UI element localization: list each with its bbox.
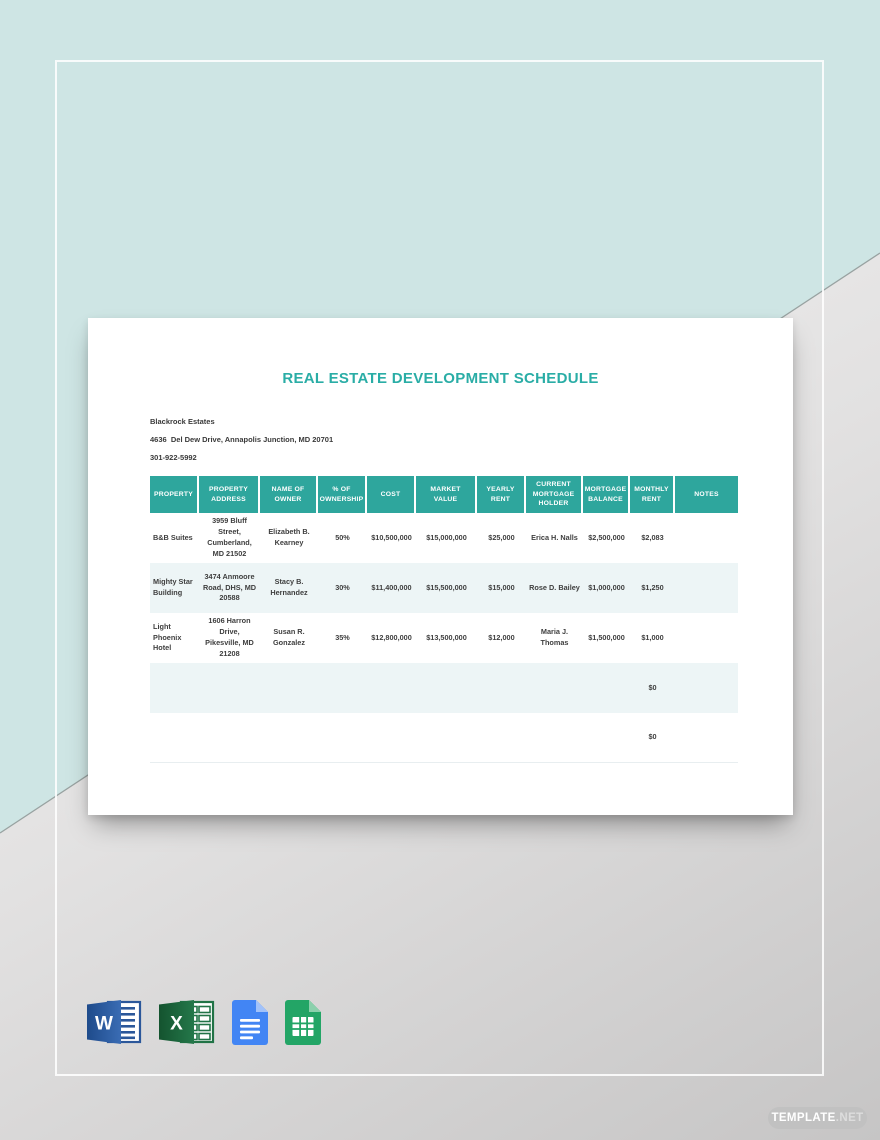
table-body	[150, 513, 738, 763]
table-cell: Rose D. Bailey	[529, 582, 580, 592]
table-header-row	[150, 476, 738, 513]
table-cell	[199, 663, 260, 713]
table-cell: $11,400,000	[371, 582, 412, 592]
document-title: REAL ESTATE DEVELOPMENT SCHEDULE	[282, 370, 599, 387]
table-cell	[199, 713, 260, 762]
microsoft-excel-icon[interactable]	[159, 999, 216, 1050]
table-cell: 30%	[335, 582, 350, 592]
table-cell: $1,000	[641, 632, 664, 642]
table-cell: $1,000,000	[588, 582, 625, 592]
format-icons	[87, 999, 322, 1050]
column-header: CURRENT MORTGAGE HOLDER	[526, 476, 583, 513]
templatenet-badge	[768, 1107, 867, 1129]
table-cell: $1,500,000	[588, 632, 625, 642]
table-row	[150, 713, 738, 763]
table-cell: $15,000,000	[426, 532, 467, 542]
brand-tld: .NET	[835, 1112, 864, 1124]
column-header: COST	[367, 476, 416, 513]
table-cell	[526, 713, 583, 762]
table-cell	[526, 663, 583, 713]
google-sheets-icon[interactable]	[284, 1000, 322, 1050]
table-cell	[150, 713, 199, 762]
table-cell	[367, 663, 416, 713]
table-cell: Stacy B. Hernandez	[270, 577, 308, 597]
column-header: MONTHLY RENT	[630, 476, 675, 513]
schedule-table	[150, 476, 738, 763]
table-cell	[675, 663, 738, 713]
table-cell: $2,500,000	[588, 532, 625, 542]
company-name: Blackrock Estates	[150, 417, 215, 426]
table-cell: $0	[648, 732, 657, 742]
table-cell: Mighty Star Building	[153, 577, 193, 597]
table-cell: Susan R. Gonzalez	[272, 627, 306, 647]
table-row	[150, 513, 738, 563]
column-header: PROPERTY ADDRESS	[199, 476, 260, 513]
column-header: % OF OWNERSHIP	[318, 476, 367, 513]
table-row	[150, 663, 738, 713]
table-cell	[260, 713, 318, 762]
table-cell	[583, 713, 630, 762]
table-cell: $0	[648, 682, 657, 692]
table-cell: 3474 Anmoore Road, DHS, MD 20588	[202, 571, 257, 603]
google-docs-icon[interactable]	[232, 1000, 268, 1050]
column-header: PROPERTY	[150, 476, 199, 513]
table-cell	[675, 613, 738, 663]
table-cell	[318, 663, 367, 713]
table-row	[150, 563, 738, 613]
table-cell	[150, 663, 199, 713]
table-cell: 1606 Harron Drive, Pikesville, MD 21208	[205, 616, 254, 658]
column-header: MORTGAGE BALANCE	[583, 476, 630, 513]
table-cell: 50%	[335, 532, 350, 542]
table-cell	[416, 713, 477, 762]
table-cell: $2,083	[641, 532, 664, 542]
table-cell	[477, 663, 526, 713]
table-cell: B&B Suites	[153, 532, 193, 542]
table-cell	[260, 663, 318, 713]
table-cell: $25,000	[488, 532, 515, 542]
svg-text:W: W	[95, 1013, 113, 1035]
table-cell: $15,000	[488, 582, 515, 592]
table-cell	[477, 713, 526, 762]
table-cell	[675, 513, 738, 563]
table-cell: $15,500,000	[426, 582, 467, 592]
company-address: 4636 Del Dew Drive, Annapolis Junction, MD 20701	[150, 434, 334, 444]
table-cell: Erica H. Nalls	[531, 532, 578, 542]
table-cell: $1,250	[641, 582, 664, 592]
table-cell	[583, 663, 630, 713]
table-cell: $12,000	[488, 632, 515, 642]
microsoft-word-icon[interactable]	[87, 999, 143, 1050]
table-cell	[318, 713, 367, 762]
table-cell: Maria J. Thomas	[540, 627, 569, 647]
table-cell	[675, 563, 738, 613]
company-info	[150, 417, 333, 471]
svg-text:X: X	[170, 1013, 183, 1035]
brand-name: TEMPLATE	[771, 1112, 836, 1124]
table-cell: 35%	[335, 632, 350, 642]
table-cell	[416, 663, 477, 713]
table-cell: Light Phoenix Hotel	[153, 621, 182, 653]
document-card	[88, 318, 793, 815]
table-row	[150, 613, 738, 663]
table-cell: $12,800,000	[371, 632, 412, 642]
column-header: NOTES	[675, 476, 738, 513]
table-cell	[675, 713, 738, 762]
table-cell: $10,500,000	[371, 532, 412, 542]
table-cell: 3959 Bluff Street, Cumberland, MD 21502	[207, 516, 252, 558]
column-header: NAME OF OWNER	[260, 476, 318, 513]
column-header: MARKET VALUE	[416, 476, 477, 513]
company-phone: 301-922-5992	[150, 452, 197, 462]
table-cell	[367, 713, 416, 762]
table-cell: $13,500,000	[426, 632, 467, 642]
table-cell: Elizabeth B. Kearney	[268, 527, 310, 547]
column-header: YEARLY RENT	[477, 476, 526, 513]
